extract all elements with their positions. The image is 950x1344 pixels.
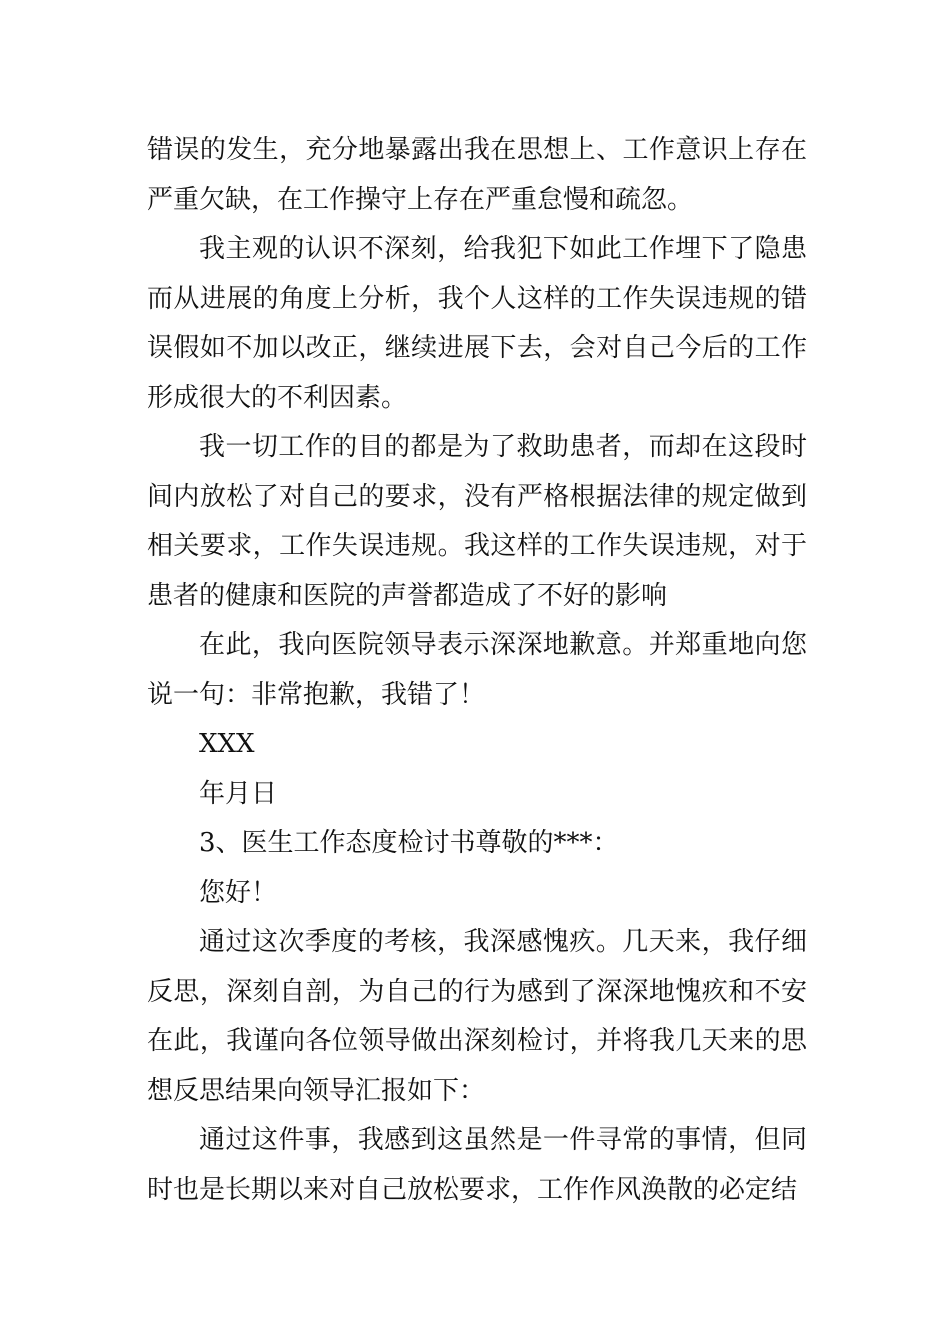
- paragraph-5: 通过这次季度的考核，我深感愧疚。几天来，我仔细反思，深刻自剖，为自己的行为感到了深深地愧疚和不安在此，我谨向各位领导做出深刻检讨，并将我几天来的思想反思结果向领导汇报如下：: [147, 927, 807, 1106]
- paragraph-3: 我一切工作的目的都是为了救助患者，而却在这段时间内放松了对自己的要求，没有严格根据法律的规定做到相关要求，工作失误违规。我这样的工作失误违规，对于患者的健康和医院的声誉都造成了不好的影响: [147, 432, 807, 611]
- greeting: 您好！: [199, 877, 278, 908]
- signature-date: 年月日: [199, 778, 278, 809]
- section-heading: 3、医生工作态度检讨书尊敬的***：: [199, 828, 619, 858]
- paragraph-1: 错误的发生，充分地暴露出我在思想上、工作意识上存在严重欠缺，在工作操守上存在严重怠慢和疏忽。: [147, 135, 807, 215]
- paragraph-6: 通过这件事，我感到这虽然是一件寻常的事情，但同时也是长期以来对自己放松要求，工作作风涣散的必定结: [147, 1125, 807, 1205]
- signature-name: XXX: [199, 729, 255, 759]
- paragraph-2: 我主观的认识不深刻，给我犯下如此工作埋下了隐患而从进展的角度上分析，我个人这样的工作失误违规的错误假如不加以改正，继续进展下去，会对自己今后的工作形成很大的不利因素。: [147, 234, 807, 413]
- document-body: [147, 126, 807, 1215]
- paragraph-4: 在此，我向医院领导表示深深地歉意。并郑重地向您说一句：非常抱歉，我错了！: [147, 630, 807, 710]
